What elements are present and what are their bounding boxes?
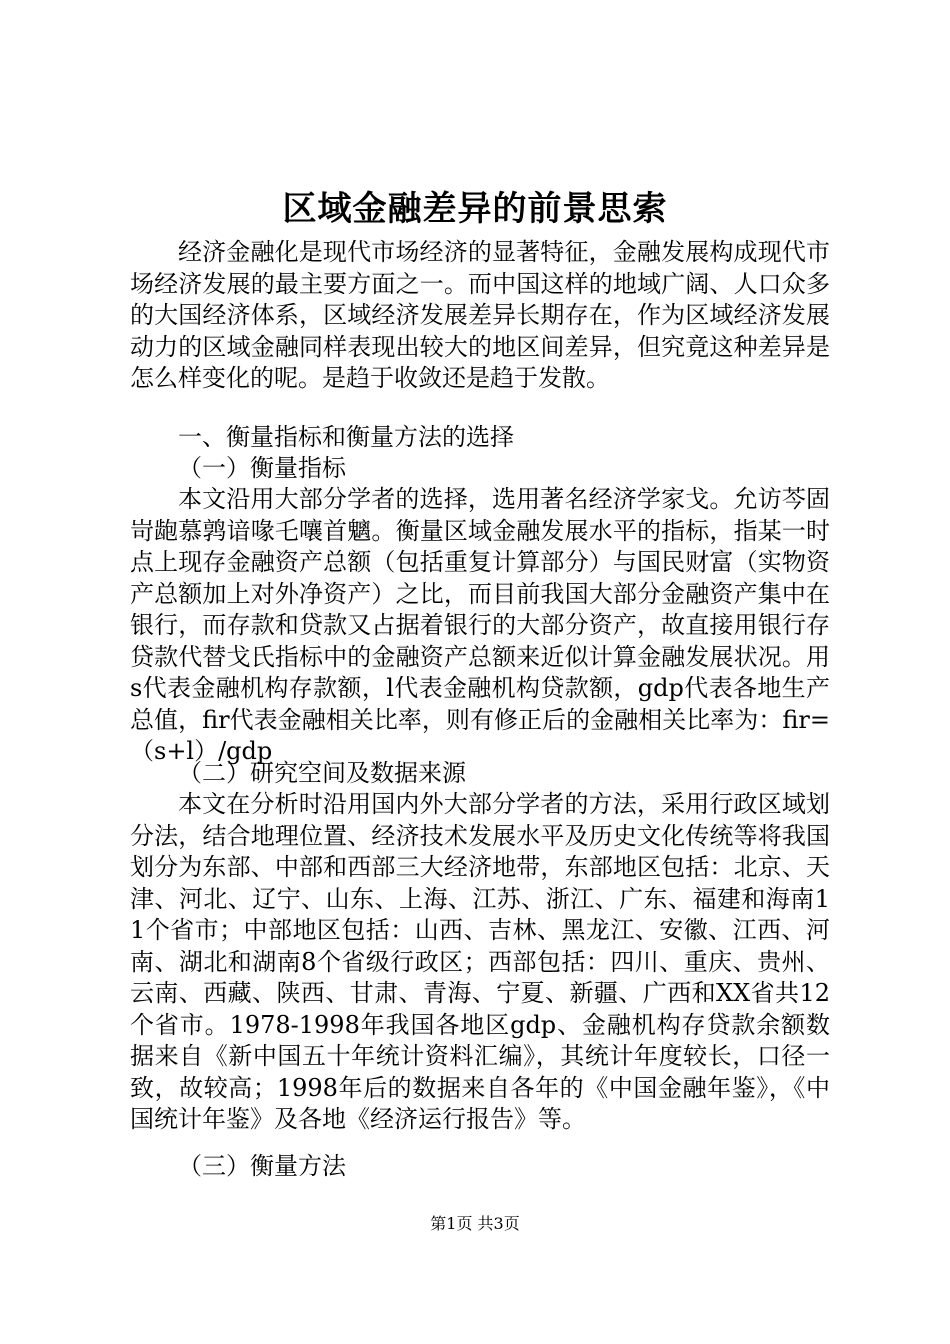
subsection-3-heading: （三）衡量方法 [178, 1152, 346, 1180]
section-1-heading: 一、衡量指标和衡量方法的选择 [178, 423, 514, 451]
subsection-2-heading: （二）研究空间及数据来源 [178, 759, 466, 787]
subsection-2-paragraph: 本文在分析时沿用国内外大部分学者的方法，采用行政区域划分法，结合地理位置、经济技术发展水平及历史文化传统等将我国划分为东部、中部和西部三大经济地带，东部地区包括：北京、天津、河北、辽宁、山东、上海、江苏、浙江、广东、福建和海南11个省市；中部地区包括：山西、吉林、黑龙江、安徽、江西、河南、湖北和湖南8个省级行政区；西部包括：四川、重庆、贵州、云南、西藏、陕西、甘肃、青海、宁夏、新疆、广西和XX省共12个省市。1978-1998年我国各地区gdp、金融机构存贷款余额数据来自《新中国五十年统计资料汇编》，其统计年度较长，口径一致，故较高；1998年后的数据来自各年的《中国金融年鉴》，《中国统计年鉴》及各地《经济运行报告》等。 [130, 790, 830, 1133]
subsection-1-heading: （一）衡量指标 [178, 454, 346, 482]
intro-paragraph: 经济金融化是现代市场经济的显著特征，金融发展构成现代市场经济发展的最主要方面之一。而中国这样的地域广阔、人口众多的大国经济体系，区域经济发展差异长期存在，作为区域经济发展动力的区域金融同样表现出较大的地区间差异，但究竟这种差异是怎么样变化的呢。是趋于收敛还是趋于发散。 [130, 238, 830, 392]
subsection-1-paragraph: 本文沿用大部分学者的选择，选用著名经济学家戈。允访芩固岢龅慕鹑谙喙乇嚷首魑。衡量区域金融发展水平的指标，指某一时点上现存金融资产总额（包括重复计算部分）与国民财富（实物资产总额加上对外净资产）之比，而目前我国大部分金融资产集中在银行，而存款和贷款又占据着银行的大部分资产，故直接用银行存贷款代替戈氏指标中的金融资产总额来近似计算金融发展状况。用s代表金融机构存款额，l代表金融机构贷款额，gdp代表各地生产总值，fir代表金融相关比率，则有修正后的金融相关比率为：fir=（s+l）/gdp [130, 485, 830, 765]
page-footer: 第1页 共3页 [430, 1214, 520, 1233]
document-title: 区域金融差异的前景思索 [282, 189, 668, 229]
